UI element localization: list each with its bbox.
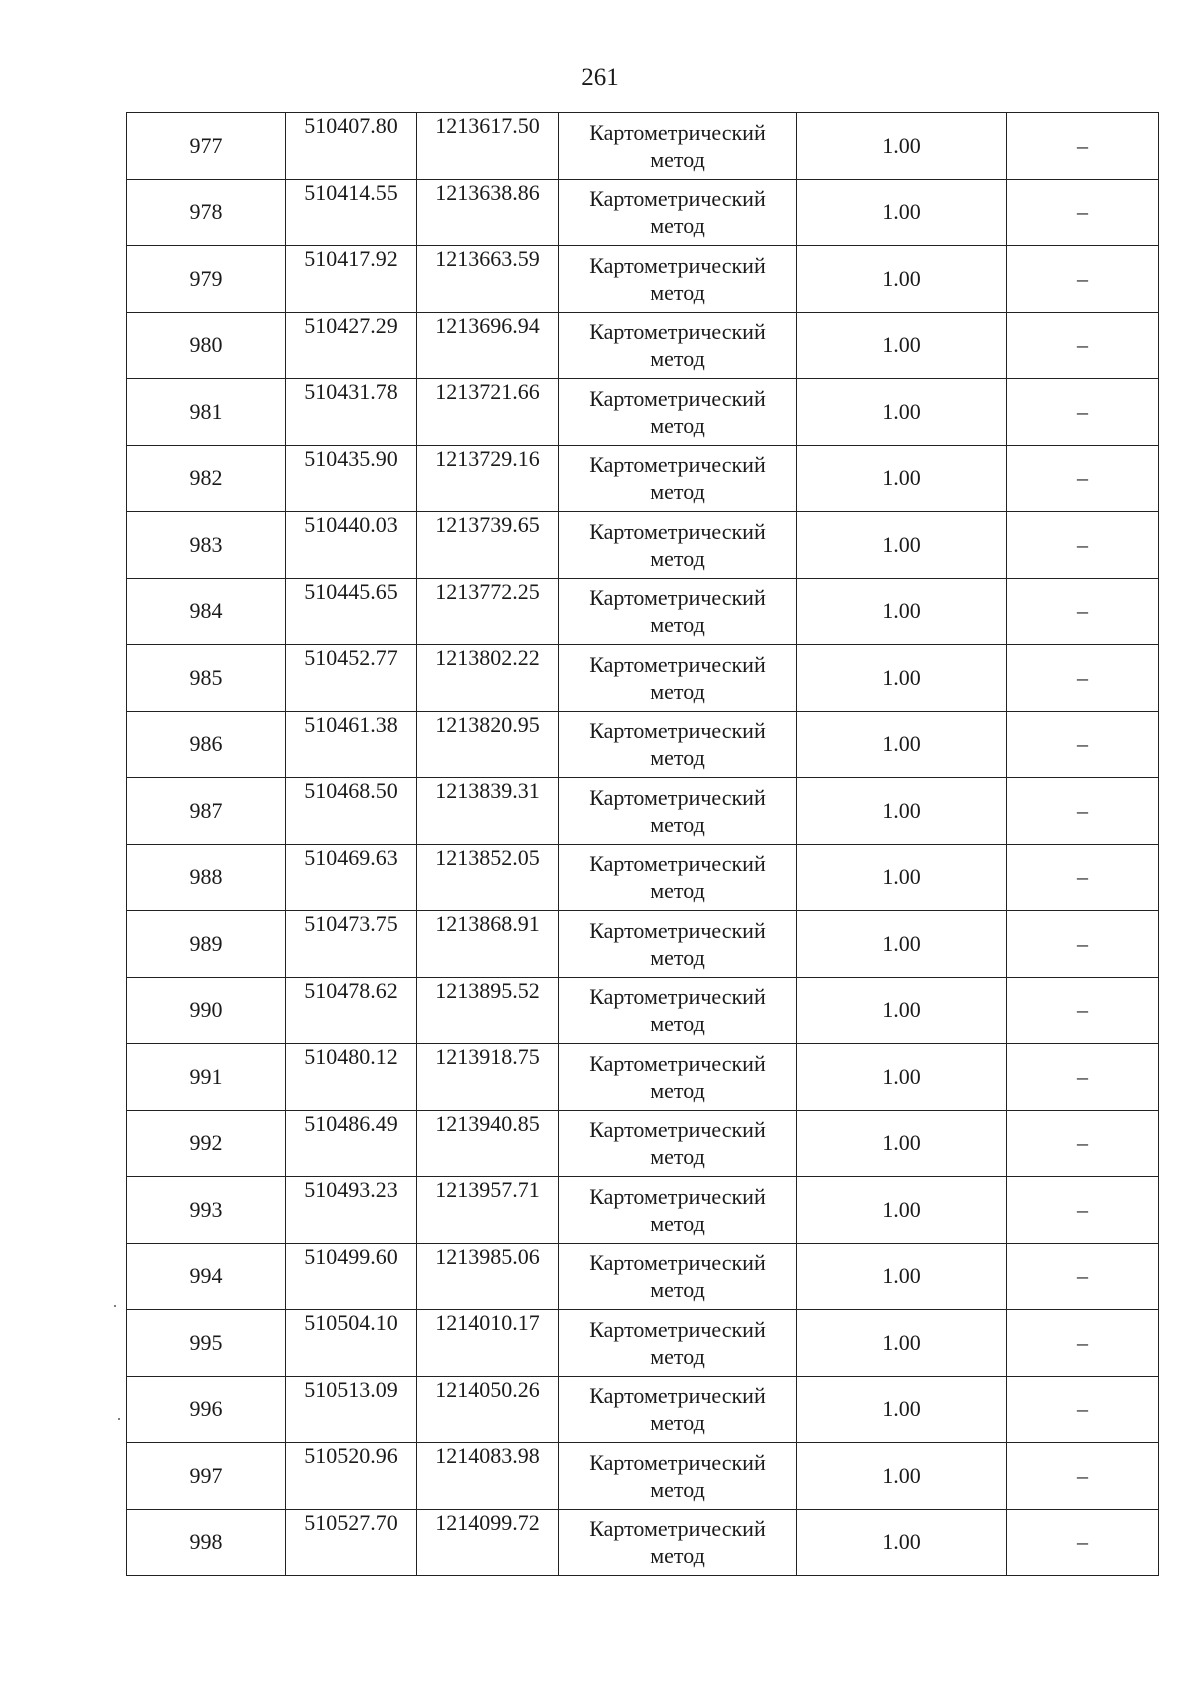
method-cell [559, 512, 797, 579]
method-cell [559, 1044, 797, 1111]
accuracy-cell: 1.00 [797, 113, 1007, 180]
x-coordinate-cell: 510468.50 [286, 778, 417, 845]
method-line-2: метод [650, 944, 705, 970]
table-row [127, 1509, 1159, 1576]
method-cell [559, 911, 797, 978]
table-row [127, 246, 1159, 313]
method-line-2: метод [650, 1144, 705, 1170]
method-cell [559, 1243, 797, 1310]
table-row [127, 911, 1159, 978]
coordinates-table [126, 112, 1159, 1576]
accuracy-cell: 1.00 [797, 1243, 1007, 1310]
point-number-cell: 992 [127, 1110, 286, 1177]
table-row [127, 1044, 1159, 1111]
method-line-1: Картометрический [589, 917, 766, 943]
y-coordinate-cell: 1213721.66 [417, 379, 559, 446]
method-line-2: метод [650, 213, 705, 239]
method-cell [559, 379, 797, 446]
method-cell [559, 179, 797, 246]
table-row [127, 1243, 1159, 1310]
method-line-1: Картометрический [589, 1383, 766, 1409]
note-cell: – [1007, 113, 1159, 180]
table-row [127, 179, 1159, 246]
method-cell [559, 1509, 797, 1576]
y-coordinate-cell: 1213638.86 [417, 179, 559, 246]
accuracy-cell: 1.00 [797, 645, 1007, 712]
x-coordinate-cell: 510527.70 [286, 1509, 417, 1576]
method-line-2: метод [650, 1543, 705, 1569]
method-line-2: метод [650, 1077, 705, 1103]
x-coordinate-cell: 510440.03 [286, 512, 417, 579]
method-cell [559, 1376, 797, 1443]
method-cell [559, 1177, 797, 1244]
method-line-2: метод [650, 146, 705, 172]
x-coordinate-cell: 510452.77 [286, 645, 417, 712]
accuracy-cell: 1.00 [797, 711, 1007, 778]
accuracy-cell: 1.00 [797, 512, 1007, 579]
method-line-1: Картометрический [589, 585, 766, 611]
method-line-1: Картометрический [589, 1516, 766, 1542]
x-coordinate-cell: 510435.90 [286, 445, 417, 512]
y-coordinate-cell: 1213852.05 [417, 844, 559, 911]
point-number-cell: 981 [127, 379, 286, 446]
point-number-cell: 982 [127, 445, 286, 512]
accuracy-cell: 1.00 [797, 445, 1007, 512]
y-coordinate-cell: 1213663.59 [417, 246, 559, 313]
x-coordinate-cell: 510513.09 [286, 1376, 417, 1443]
method-line-1: Картометрический [589, 186, 766, 212]
method-line-2: метод [650, 346, 705, 372]
x-coordinate-cell: 510478.62 [286, 977, 417, 1044]
note-cell: – [1007, 312, 1159, 379]
accuracy-cell: 1.00 [797, 246, 1007, 313]
note-cell: – [1007, 1044, 1159, 1111]
accuracy-cell: 1.00 [797, 911, 1007, 978]
method-line-1: Картометрический [589, 1050, 766, 1076]
scan-speck [114, 1305, 116, 1307]
note-cell: – [1007, 645, 1159, 712]
x-coordinate-cell: 510504.10 [286, 1310, 417, 1377]
method-line-1: Картометрический [589, 1117, 766, 1143]
table-row [127, 113, 1159, 180]
method-cell [559, 1110, 797, 1177]
method-line-2: метод [650, 678, 705, 704]
point-number-cell: 983 [127, 512, 286, 579]
y-coordinate-cell: 1213820.95 [417, 711, 559, 778]
accuracy-cell: 1.00 [797, 312, 1007, 379]
y-coordinate-cell: 1213985.06 [417, 1243, 559, 1310]
table-row [127, 711, 1159, 778]
method-cell [559, 977, 797, 1044]
accuracy-cell: 1.00 [797, 844, 1007, 911]
table-row [127, 1110, 1159, 1177]
note-cell: – [1007, 844, 1159, 911]
method-line-1: Картометрический [589, 385, 766, 411]
point-number-cell: 988 [127, 844, 286, 911]
note-cell: – [1007, 578, 1159, 645]
note-cell: – [1007, 246, 1159, 313]
method-line-2: метод [650, 279, 705, 305]
method-line-2: метод [650, 1476, 705, 1502]
table-row [127, 1310, 1159, 1377]
method-line-1: Картометрический [589, 518, 766, 544]
table-row [127, 379, 1159, 446]
y-coordinate-cell: 1213868.91 [417, 911, 559, 978]
accuracy-cell: 1.00 [797, 1376, 1007, 1443]
method-cell [559, 312, 797, 379]
point-number-cell: 990 [127, 977, 286, 1044]
x-coordinate-cell: 510427.29 [286, 312, 417, 379]
y-coordinate-cell: 1213895.52 [417, 977, 559, 1044]
x-coordinate-cell: 510417.92 [286, 246, 417, 313]
method-line-1: Картометрический [589, 1449, 766, 1475]
page-number: 261 [581, 64, 619, 91]
x-coordinate-cell: 510493.23 [286, 1177, 417, 1244]
method-cell [559, 645, 797, 712]
method-line-2: метод [650, 1343, 705, 1369]
method-line-1: Картометрический [589, 119, 766, 145]
point-number-cell: 980 [127, 312, 286, 379]
scan-speck [118, 1418, 120, 1420]
note-cell: – [1007, 1110, 1159, 1177]
note-cell: – [1007, 1177, 1159, 1244]
x-coordinate-cell: 510480.12 [286, 1044, 417, 1111]
method-cell [559, 844, 797, 911]
y-coordinate-cell: 1213696.94 [417, 312, 559, 379]
method-line-1: Картометрический [589, 1250, 766, 1276]
method-line-2: метод [650, 1011, 705, 1037]
accuracy-cell: 1.00 [797, 578, 1007, 645]
point-number-cell: 997 [127, 1443, 286, 1510]
x-coordinate-cell: 510431.78 [286, 379, 417, 446]
table-row [127, 844, 1159, 911]
point-number-cell: 991 [127, 1044, 286, 1111]
accuracy-cell: 1.00 [797, 1044, 1007, 1111]
method-line-2: метод [650, 479, 705, 505]
note-cell: – [1007, 512, 1159, 579]
point-number-cell: 994 [127, 1243, 286, 1310]
table-row [127, 778, 1159, 845]
method-cell [559, 246, 797, 313]
accuracy-cell: 1.00 [797, 778, 1007, 845]
note-cell: – [1007, 1509, 1159, 1576]
note-cell: – [1007, 1243, 1159, 1310]
point-number-cell: 987 [127, 778, 286, 845]
note-cell: – [1007, 977, 1159, 1044]
method-line-2: метод [650, 1210, 705, 1236]
point-number-cell: 986 [127, 711, 286, 778]
method-line-2: метод [650, 878, 705, 904]
table-row [127, 445, 1159, 512]
point-number-cell: 985 [127, 645, 286, 712]
x-coordinate-cell: 510520.96 [286, 1443, 417, 1510]
table-row [127, 977, 1159, 1044]
method-cell [559, 711, 797, 778]
x-coordinate-cell: 510473.75 [286, 911, 417, 978]
note-cell: – [1007, 179, 1159, 246]
method-line-2: метод [650, 745, 705, 771]
accuracy-cell: 1.00 [797, 1509, 1007, 1576]
method-line-2: метод [650, 1410, 705, 1436]
method-line-1: Картометрический [589, 1316, 766, 1342]
y-coordinate-cell: 1214083.98 [417, 1443, 559, 1510]
method-cell [559, 578, 797, 645]
point-number-cell: 989 [127, 911, 286, 978]
table-row [127, 512, 1159, 579]
point-number-cell: 984 [127, 578, 286, 645]
method-line-1: Картометрический [589, 252, 766, 278]
point-number-cell: 995 [127, 1310, 286, 1377]
accuracy-cell: 1.00 [797, 1110, 1007, 1177]
y-coordinate-cell: 1213729.16 [417, 445, 559, 512]
note-cell: – [1007, 445, 1159, 512]
method-line-2: метод [650, 412, 705, 438]
x-coordinate-cell: 510469.63 [286, 844, 417, 911]
accuracy-cell: 1.00 [797, 1310, 1007, 1377]
note-cell: – [1007, 911, 1159, 978]
y-coordinate-cell: 1213957.71 [417, 1177, 559, 1244]
point-number-cell: 978 [127, 179, 286, 246]
table-row [127, 645, 1159, 712]
method-line-2: метод [650, 1277, 705, 1303]
coordinates-table-body [127, 113, 1159, 1576]
point-number-cell: 993 [127, 1177, 286, 1244]
method-line-2: метод [650, 811, 705, 837]
method-cell [559, 778, 797, 845]
method-line-2: метод [650, 612, 705, 638]
note-cell: – [1007, 1443, 1159, 1510]
point-number-cell: 998 [127, 1509, 286, 1576]
method-line-1: Картометрический [589, 452, 766, 478]
method-cell [559, 1310, 797, 1377]
method-cell [559, 1443, 797, 1510]
method-cell [559, 445, 797, 512]
table-row [127, 1443, 1159, 1510]
y-coordinate-cell: 1213772.25 [417, 578, 559, 645]
table-row [127, 312, 1159, 379]
method-line-1: Картометрический [589, 651, 766, 677]
table-row [127, 1177, 1159, 1244]
method-line-1: Картометрический [589, 718, 766, 744]
method-line-1: Картометрический [589, 784, 766, 810]
point-number-cell: 979 [127, 246, 286, 313]
note-cell: – [1007, 778, 1159, 845]
accuracy-cell: 1.00 [797, 977, 1007, 1044]
y-coordinate-cell: 1213940.85 [417, 1110, 559, 1177]
y-coordinate-cell: 1214050.26 [417, 1376, 559, 1443]
x-coordinate-cell: 510414.55 [286, 179, 417, 246]
table-row [127, 578, 1159, 645]
x-coordinate-cell: 510445.65 [286, 578, 417, 645]
point-number-cell: 977 [127, 113, 286, 180]
y-coordinate-cell: 1213802.22 [417, 645, 559, 712]
y-coordinate-cell: 1213839.31 [417, 778, 559, 845]
method-line-2: метод [650, 545, 705, 571]
method-line-1: Картометрический [589, 1183, 766, 1209]
method-line-1: Картометрический [589, 319, 766, 345]
x-coordinate-cell: 510461.38 [286, 711, 417, 778]
accuracy-cell: 1.00 [797, 1177, 1007, 1244]
x-coordinate-cell: 510486.49 [286, 1110, 417, 1177]
note-cell: – [1007, 379, 1159, 446]
method-line-1: Картометрический [589, 851, 766, 877]
table-row [127, 1376, 1159, 1443]
y-coordinate-cell: 1214010.17 [417, 1310, 559, 1377]
x-coordinate-cell: 510499.60 [286, 1243, 417, 1310]
method-line-1: Картометрический [589, 984, 766, 1010]
note-cell: – [1007, 1376, 1159, 1443]
y-coordinate-cell: 1213918.75 [417, 1044, 559, 1111]
y-coordinate-cell: 1213739.65 [417, 512, 559, 579]
accuracy-cell: 1.00 [797, 379, 1007, 446]
y-coordinate-cell: 1213617.50 [417, 113, 559, 180]
method-cell [559, 113, 797, 180]
y-coordinate-cell: 1214099.72 [417, 1509, 559, 1576]
point-number-cell: 996 [127, 1376, 286, 1443]
accuracy-cell: 1.00 [797, 179, 1007, 246]
note-cell: – [1007, 1310, 1159, 1377]
x-coordinate-cell: 510407.80 [286, 113, 417, 180]
note-cell: – [1007, 711, 1159, 778]
accuracy-cell: 1.00 [797, 1443, 1007, 1510]
